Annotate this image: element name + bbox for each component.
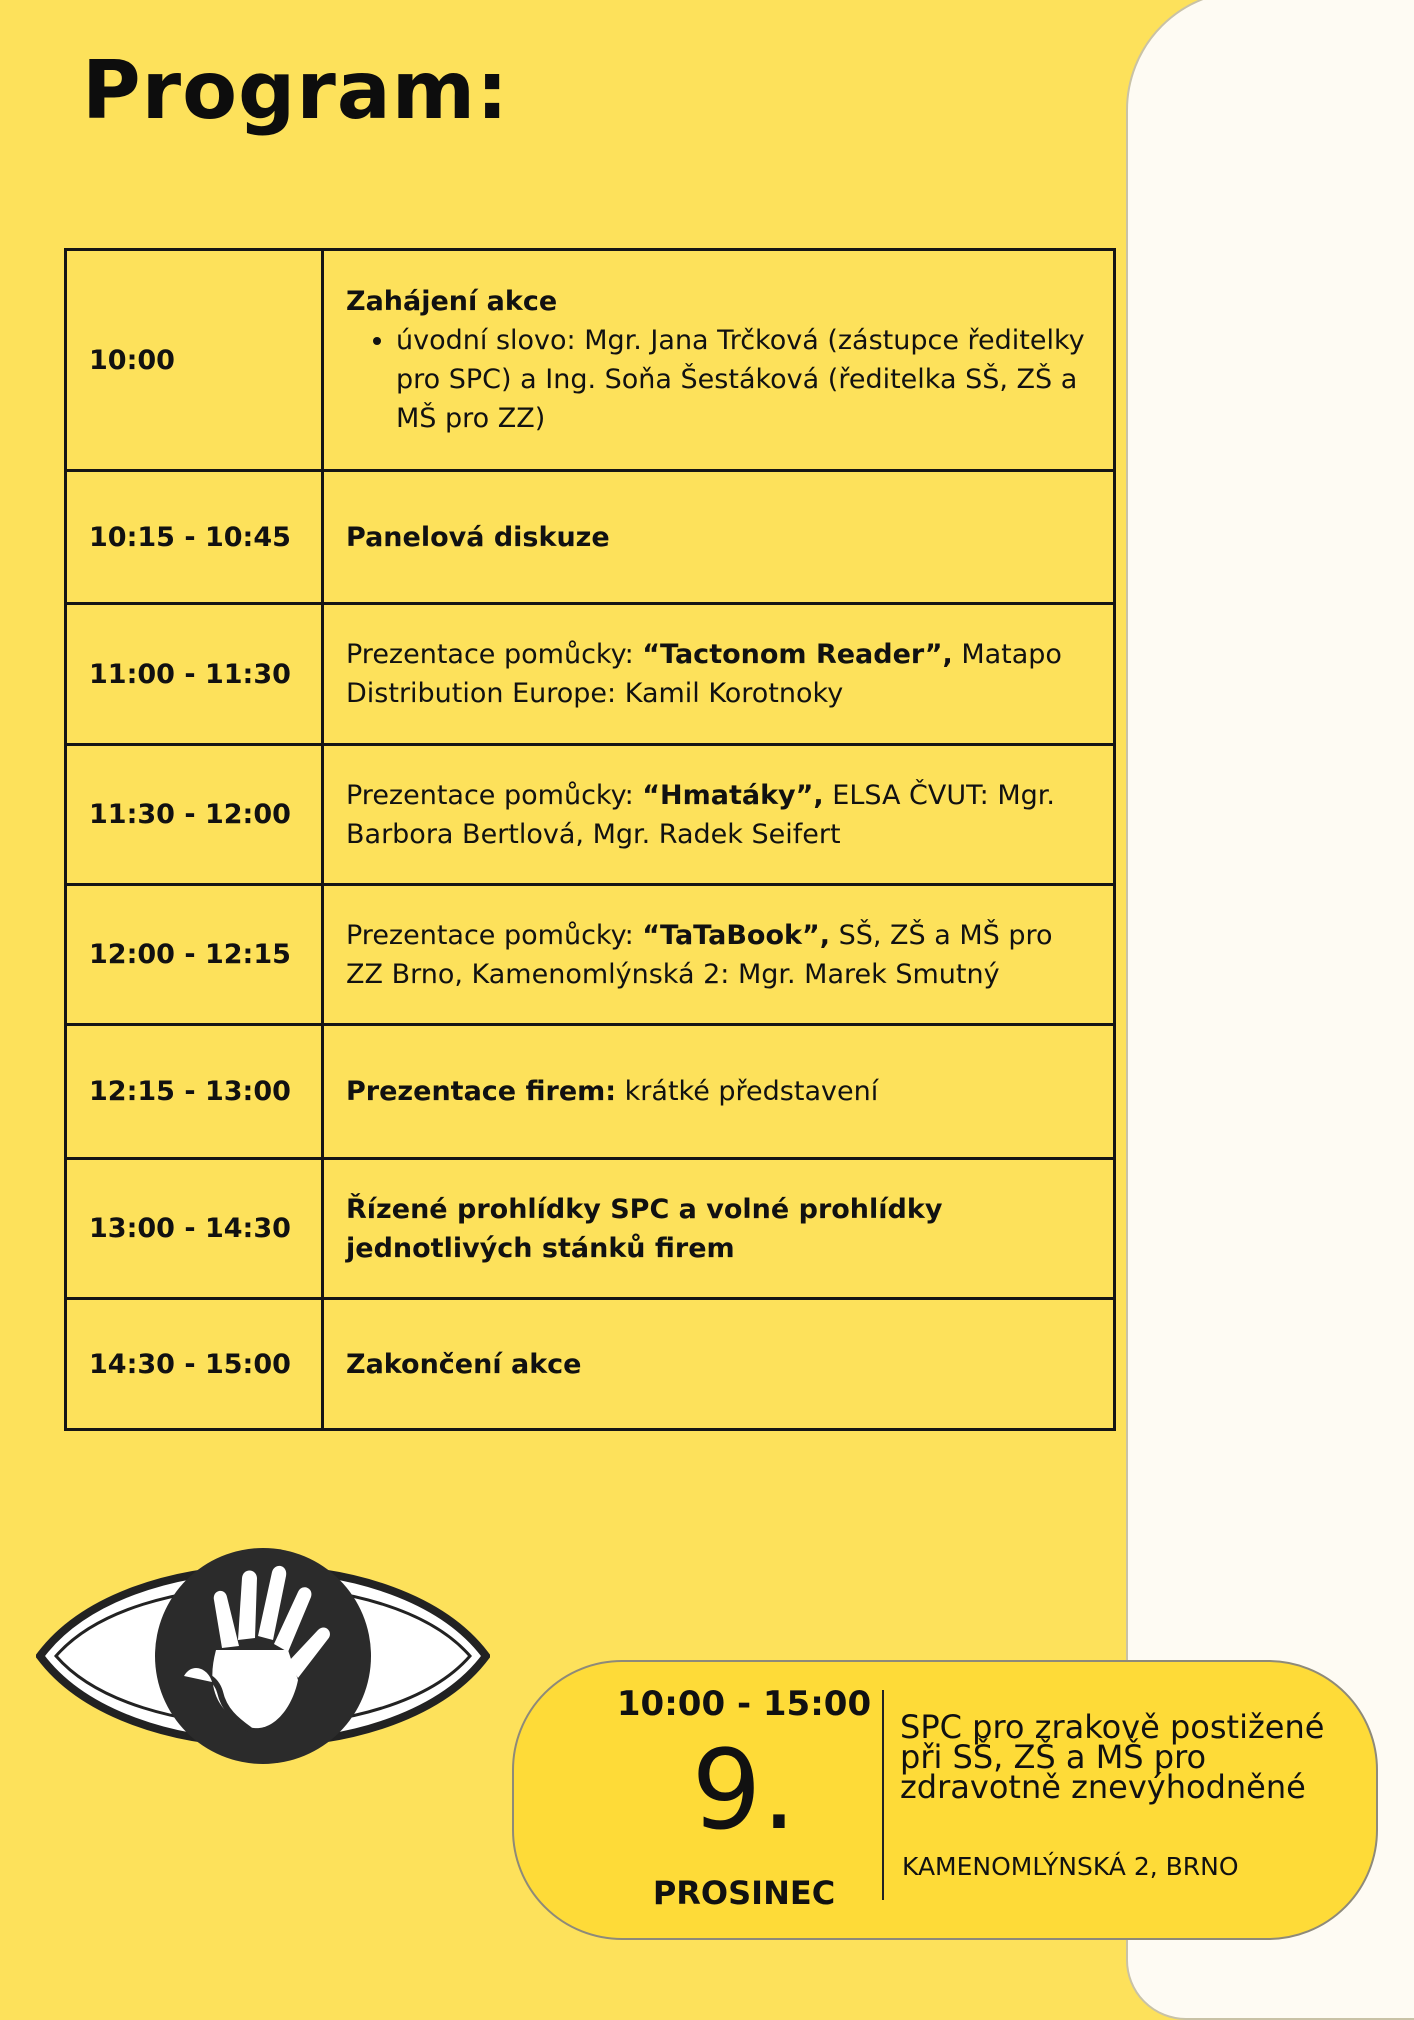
event-month: PROSINEC xyxy=(652,1874,836,1912)
event-address: KAMENOMLÝNSKÁ 2, BRNO xyxy=(902,1852,1239,1881)
program-table xyxy=(64,248,1116,1431)
row-time: 10:15 - 10:45 xyxy=(66,471,323,604)
row-highlight: Prezentace firem: xyxy=(346,1076,617,1107)
row-description xyxy=(323,745,1115,885)
event-venue: SPC pro zrakově postižené při SŠ, ZŠ a MŠ pro zdravotně znevýhodněné xyxy=(900,1708,1325,1806)
row-time: 14:30 - 15:00 xyxy=(66,1299,323,1430)
list-item: • úvodní slovo: Mgr. Jana Trčková (zástupce ředitelky pro SPC) a Ing. Soňa Šestáková (ředitelka SŠ, ZŠ a MŠ pro ZZ) xyxy=(396,321,1091,438)
row-suffix: SŠ, ZŠ a MŠ pro ZZ Brno, Kamenomlýnská 2: Mgr. Marek Smutný xyxy=(346,919,1053,990)
row-description xyxy=(323,885,1115,1025)
table-row xyxy=(66,1299,1115,1430)
table-row xyxy=(66,745,1115,885)
table-row xyxy=(66,250,1115,471)
row-highlight: “Tactonom Reader”, xyxy=(642,639,953,670)
table-row xyxy=(66,885,1115,1025)
row-prefix: Prezentace pomůcky: xyxy=(346,779,643,811)
row-heading: Zakončení akce xyxy=(323,1299,1115,1430)
table-row xyxy=(66,604,1115,745)
row-time: 12:00 - 12:15 xyxy=(66,885,323,1025)
row-description xyxy=(323,250,1115,471)
table-row xyxy=(66,1025,1115,1159)
row-description xyxy=(323,1025,1115,1159)
row-description xyxy=(323,604,1115,745)
eye-with-hand-icon xyxy=(36,1530,490,1780)
row-prefix: Prezentace pomůcky: xyxy=(346,639,643,670)
row-heading: Zahájení akce xyxy=(346,286,558,317)
row-time: 11:30 - 12:00 xyxy=(66,745,323,885)
event-day: 9. xyxy=(691,1726,797,1854)
row-suffix: ELSA ČVUT: Mgr. Barbora Bertlová, Mgr. Radek Seifert xyxy=(346,779,1055,850)
table-row xyxy=(66,1159,1115,1299)
event-time: 10:00 - 15:00 xyxy=(616,1684,872,1724)
page-title: Program: xyxy=(82,44,510,137)
card-divider xyxy=(882,1690,884,1900)
row-heading: Řízené prohlídky SPC a volné prohlídky jednotlivých stánků firem xyxy=(323,1159,1115,1299)
row-suffix: Matapo Distribution Europe: Kamil Korotnoky xyxy=(346,639,1062,709)
row-bullets xyxy=(346,321,1091,438)
row-suffix: krátké představení xyxy=(616,1076,879,1107)
row-prefix: Prezentace pomůcky: xyxy=(346,919,643,951)
row-highlight: “TaTaBook”, xyxy=(642,919,830,951)
row-time: 12:15 - 13:00 xyxy=(66,1025,323,1159)
row-heading: Panelová diskuze xyxy=(323,471,1115,604)
row-time: 13:00 - 14:30 xyxy=(66,1159,323,1299)
row-time: 11:00 - 11:30 xyxy=(66,604,323,745)
event-date-card xyxy=(512,1660,1378,1940)
row-highlight: “Hmatáky”, xyxy=(642,779,824,811)
table-row xyxy=(66,471,1115,604)
row-time: 10:00 xyxy=(66,250,323,471)
